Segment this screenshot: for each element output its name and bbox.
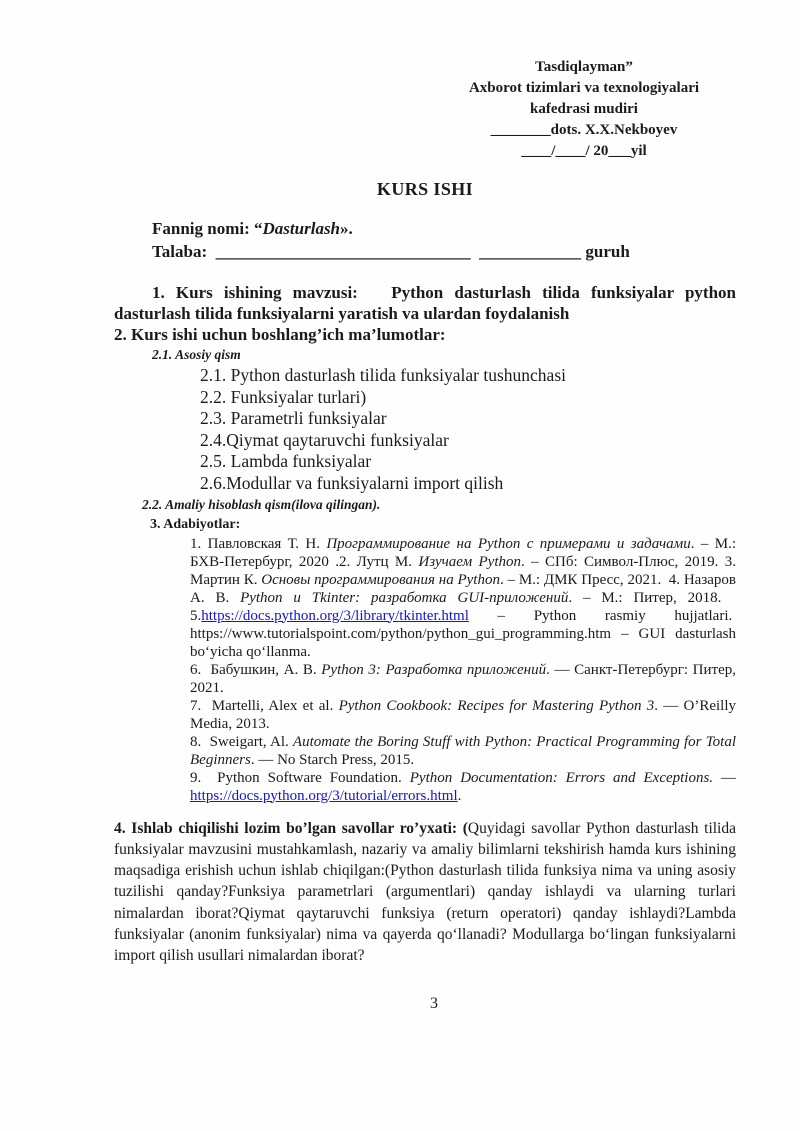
bibliography-entry <box>190 769 736 805</box>
outline-item: 2.5. Lambda funksiyalar <box>200 451 372 472</box>
student-name-line <box>152 240 736 263</box>
text-run: — <box>713 769 737 786</box>
text-run: 4. Ishlab chiqilishi lozim bo’lgan savollar ro’yxati: ( <box>114 819 468 837</box>
approval-line: Tasdiqlayman” <box>535 59 633 75</box>
text-run: 8. Sweigart, Al. <box>190 733 293 750</box>
text-run: . — Санкт-Петербург: Питер, 2021. <box>190 661 737 696</box>
section-4-questions-paragraph <box>114 818 736 967</box>
bibliography-entry <box>190 697 736 733</box>
text-run: . — O’Reilly Media, 2013. <box>190 697 736 732</box>
text-run: Python Documentation: Errors and Exceptions. <box>409 769 714 786</box>
text-run: Fannig nomi: “ <box>152 219 263 238</box>
document-title: KURS ISHI <box>376 179 474 199</box>
text-run: Python 3: Разработка приложений <box>321 661 547 678</box>
text-run: 9. Python Software Foundation. <box>190 769 410 786</box>
bibliography-block <box>190 535 736 805</box>
outline-item: 2.2. Funksiyalar turlari) <box>200 386 367 407</box>
subject-name-line <box>152 217 736 240</box>
text-run: Программирование на Python с примерами и задачами <box>326 535 691 552</box>
text-run: Dasturlash <box>262 219 341 238</box>
text-run: 6. Бабушкин, А. В. <box>190 661 322 678</box>
hyperlink[interactable]: https://docs.python.org/3/library/tkinter.html <box>201 607 469 624</box>
outline-item: 2.4.Qiymat qaytaruvchi funksiyalar <box>200 429 449 450</box>
coursework-topic-paragraph <box>114 282 736 324</box>
approval-signature-line: ________dots. X.X.Nekboyev <box>490 122 678 138</box>
approval-date-line: ____/____/ 20___yil <box>521 143 647 159</box>
text-run: Python и Tkinter: разработка GUI-приложений <box>240 589 569 606</box>
text-run: Quyidagi savollar Python dasturlash tilida funksiyalar mavzusini mustahkamlash, nazariy va amaliy bilimlarni tekshirish hamda kurs ishining maqsadiga erishish uchun ishlab chiqilgan:(Python dasturlash tilida funksiya nima va uning asosiy tuzilishi qanday?Funksiya parametrlari (argumentlari) qanday ishlaydi va ularning turlari nimalardan iborat?Qiymat qaytaruvchi funksiya (return operatori) qanday ishlaydi?Lambda funksiyalar (anonim funksiyalar) nima va qayerda qoʻllanadi? Modullarga boʻlingan funksiyalarni import qilish usullari nimalardan iborat? <box>114 819 736 965</box>
text-run: . – М.: Питер, 2018. 5. <box>190 589 736 624</box>
bibliography-heading: 3. Adabiyotlar: <box>150 516 241 532</box>
text-run: Изучаем Python <box>418 553 522 570</box>
text-run: . – М.: ДМК Пресс, 2021. 4. Назаров А. В. <box>190 571 736 606</box>
text-run: . <box>457 787 462 804</box>
text-run: Основы программирования на Python <box>261 571 500 588</box>
outline-item: 2.3. Parametrli funksiyalar <box>200 408 387 429</box>
section-2-heading: 2. Kurs ishi uchun boshlang’ich ma’lumotlar: <box>114 325 446 344</box>
text-run: Talaba: ______________________________ ____________ guruh <box>152 242 630 261</box>
section-2-1-subheading: 2.1. Asosiy qism <box>152 347 241 362</box>
outline-list <box>200 365 736 495</box>
bibliography-entry <box>190 661 736 697</box>
text-run: . — No Starch Press, 2015. <box>250 751 415 768</box>
approval-block <box>426 57 742 162</box>
bibliography-entry <box>190 733 736 769</box>
text-run: Python Cookbook: Recipes for Mastering Python 3 <box>338 697 655 714</box>
outline-item: 2.1. Python dasturlash tilida funksiyalar tushunchasi <box>200 365 566 385</box>
text-run: – Python rasmiy hujjatlari. https://www.tutorialspoint.com/python/python_gui_programming.htm – GUI dasturlash boʻyicha qoʻllanma. <box>190 607 736 660</box>
text-run: . – СПб: Символ-Плюс, 2019. 3. Мартин К. <box>190 553 736 588</box>
page-number: 3 <box>430 995 438 1012</box>
text-run: 1. Kurs ishining mavzusi: Python dasturlash tilida funksiyalar python dasturlash tilida funksiyalarni yaratish va ulardan foydalanish <box>114 283 736 323</box>
outline-item: 2.6.Modullar va funksiyalarni import qilish <box>200 472 504 493</box>
text-run: ». <box>340 219 353 238</box>
hyperlink[interactable]: https://docs.python.org/3/tutorial/errors.html <box>190 787 458 804</box>
text-run: 7. Martelli, Alex et al. <box>190 697 339 714</box>
text-run: Automate the Boring Stuff with Python: Practical Programming for Total Beginners <box>190 733 736 768</box>
approval-line: kafedrasi mudiri <box>530 101 638 117</box>
text-run: . – М.: БХВ-Петербург, 2020 .2. Лутц М. <box>190 535 736 570</box>
section-2-2-subheading: 2.2. Amaliy hisoblash qism(ilova qilingan). <box>142 496 381 512</box>
bibliography-entry <box>190 535 736 661</box>
text-run: 1. Павловская Т. Н. <box>190 535 327 552</box>
subject-block <box>152 217 736 263</box>
approval-line: Axborot tizimlari va texnologiyalari <box>468 80 700 96</box>
